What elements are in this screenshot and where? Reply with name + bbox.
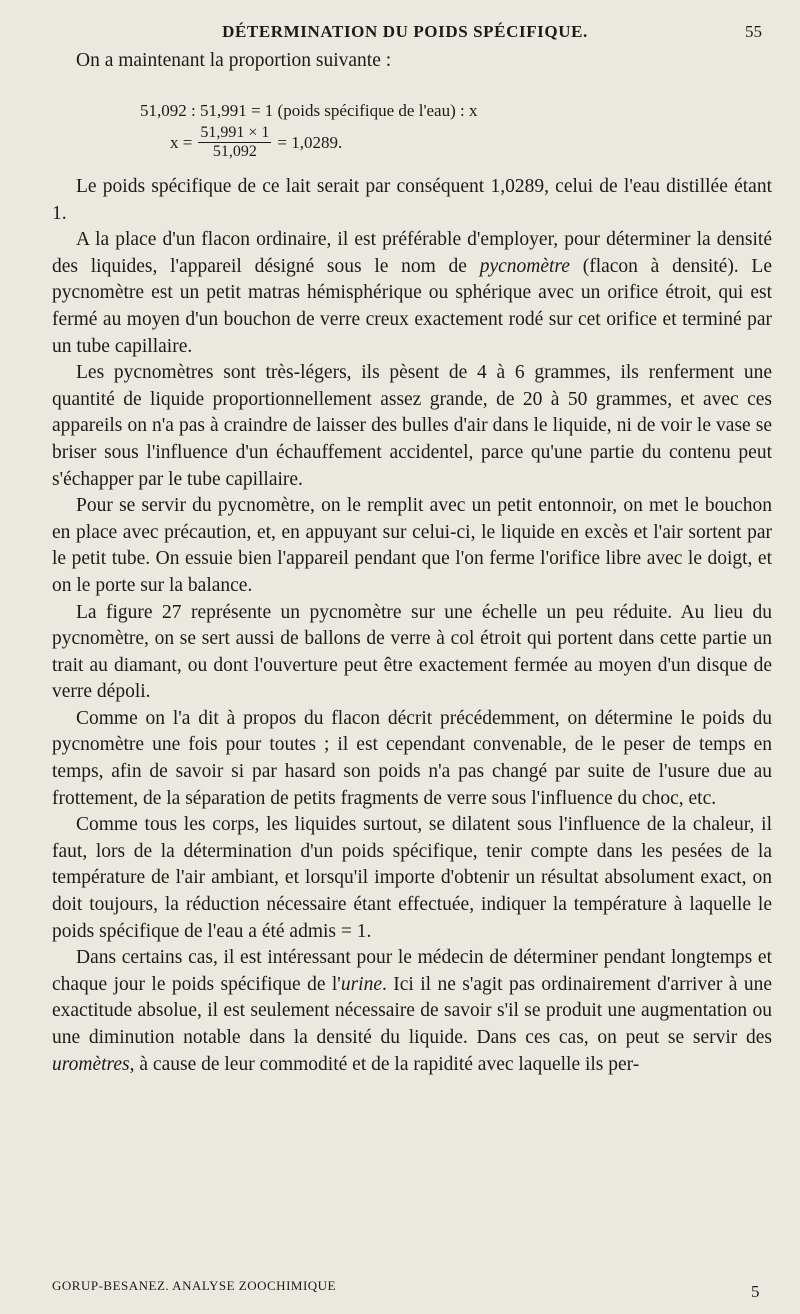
proportion-formula [140,100,700,161]
intro-text [52,48,772,75]
formula-result-line [170,124,700,161]
formula-x-eq: x = [170,132,193,152]
paragraph-4 [52,493,772,599]
term-urometres: uromètres [52,1053,130,1075]
paragraph-8-text-c: , à cause de leur commodité et de la rapidité avec laquelle ils per- [129,1053,640,1075]
running-title: DÉTERMINATION DU POIDS SPÉCIFIQUE. [222,22,588,41]
printer-signature: GORUP-BESANEZ. ANALYSE ZOOCHIMIQUE [52,1278,337,1293]
paragraph-7 [52,812,772,945]
formula-result: = 1,0289. [277,132,343,152]
intro-paragraph: On a maintenant la proportion suivante : [76,50,392,71]
paragraph-8 [52,945,772,1078]
page-header [40,22,770,44]
formula-denominator: 51,092 [212,143,257,160]
paragraph-4-text: Pour se servir du pycnomètre, on le remplit avec un petit entonnoir, on met le bouchon en place avec précaution, et, en appuyant sur celui-ci, le liquide en excès et l'air sortent par le petit tube. On essuie bien l'appareil pendant que l'on ferme l'orifice libre avec le doigt, et on le porte sur la balance. [52,495,772,596]
paragraph-3 [52,360,772,493]
paragraph-5 [52,600,772,706]
sheet-number: 5 [751,1282,760,1301]
paragraph-7-text: Comme tous les corps, les liquides surtout, se dilatent sous l'influence de la chaleur, il faut, lors de la détermination d'un poids spécifique, tenir compte dans les pesées de la température de l'air ambiant, et lorsqu'il importe d'obtenir un résultat absolument exact, on doit toujours, la réduction nécessaire étant effectuée, indiquer la température à laquelle le poids spécifique de l'eau a été admis = 1. [52,814,772,942]
paragraph-5-text: La figure 27 représente un pycnomètre sur une échelle un peu réduite. Au lieu du pycnomètre, on se sert aussi de ballons de verre à col étroit qui portent dans cette partie un trait au diamant, ou dont l'ouverture peut être exactement fermée au moyen d'un disque de verre dépoli. [52,601,772,703]
paragraph-6 [52,706,772,812]
term-urine: urine [340,973,382,995]
formula-proportion-line: 51,092 : 51,991 = 1 (poids spécifique de l'eau) : x [140,101,478,120]
formula-fraction [198,124,271,161]
paragraph-1-text: Le poids spécifique de ce lait serait par conséquent 1,0289, celui de l'eau distillée étant 1. [52,176,772,224]
paragraph-8-text-b: . Ici il ne s'agit pas ordinairement d'arriver à une exactitude absolue, il est seulement nécessaire de savoir s'il se produit une augmentation ou une diminution notable dans la densité du liquide. Dans ces cas, on peut se servir des [52,973,772,1048]
paragraph-1 [52,174,772,227]
term-pycnometre: pycnomètre [479,255,570,277]
page-footer [52,1278,760,1301]
page-number: 55 [745,22,762,41]
paragraph-2 [52,227,772,360]
paragraph-8-text-a: Dans certains cas, il est intéressant pour le médecin de déterminer pendant longtemps et chaque jour le poids spécifique de l' [52,947,772,995]
main-text [52,174,772,1078]
paragraph-2-text-b: (flacon à densité). Le pycnomètre est un petit matras hémisphérique ou sphérique avec un orifice étroit, qui est fermé au moyen d'un bouchon de verre creux exactement rodé sur cet orifice et terminé par un tube capillaire. [52,255,772,357]
paragraph-6-text: Comme on l'a dit à propos du flacon décrit précédemment, on détermine le poids du pycnomètre une fois pour toutes ; il est cependant convenable, de le peser de temps en temps, afin de savoir si par hasard son poids n'a pas changé par suite de l'usure due au frottement, de la séparation de petits fragments de verre sous l'influence du choc, etc. [52,707,772,809]
paragraph-2-text-a: A la place d'un flacon ordinaire, il est préférable d'employer, pour déterminer la densité des liquides, l'appareil désigné sous le nom de [52,229,772,277]
formula-numerator: 51,991 × 1 [200,124,270,141]
paragraph-3-text: Les pycnomètres sont très-légers, ils pèsent de 4 à 6 grammes, ils renferment une quantité de liquide proportionnellement assez grande, de 20 à 50 grammes, et avec ces appareils on n'a pas à craindre de laisser des bulles d'air dans le liquide, ni de voir le vase se briser sous l'influence d'un échauffement accidentel, parce qu'une partie du contenu peut s'échapper par le tube capillaire. [52,362,772,490]
